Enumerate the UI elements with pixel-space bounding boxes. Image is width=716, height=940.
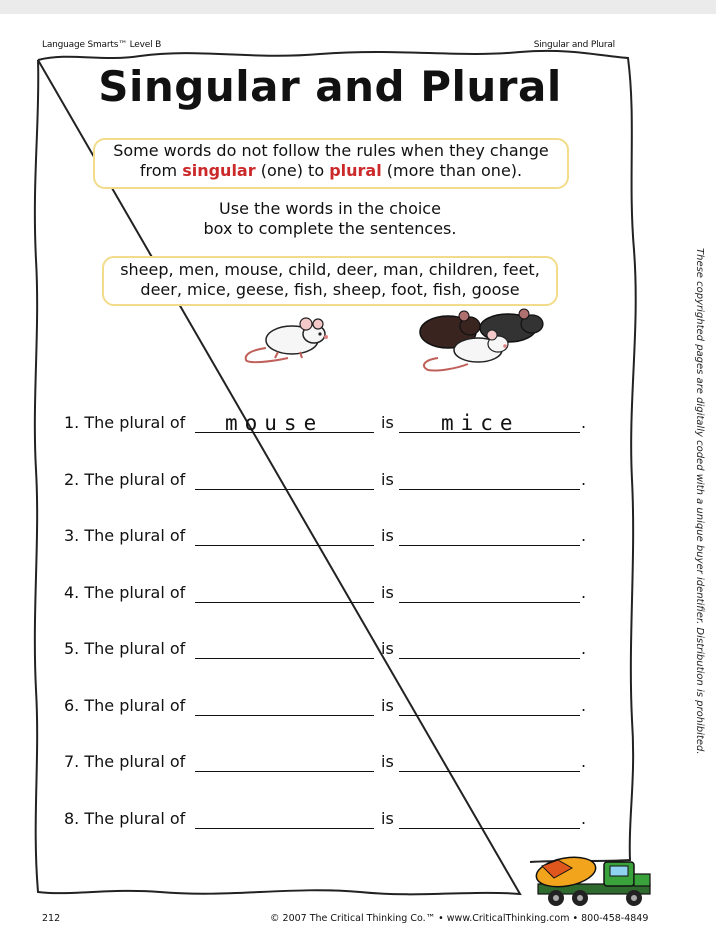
instructions-line-1: Use the words in the choice bbox=[219, 199, 441, 218]
plural-blank[interactable] bbox=[399, 808, 580, 829]
singular-blank[interactable] bbox=[195, 638, 374, 659]
plural-word: plural bbox=[329, 161, 382, 180]
plural-blank[interactable] bbox=[399, 751, 580, 772]
singular-blank[interactable] bbox=[195, 751, 374, 772]
is-word: is bbox=[381, 752, 394, 771]
question-prompt: 2. The plural of bbox=[64, 470, 186, 489]
question-prompt: 1. The plural of bbox=[64, 413, 186, 432]
is-word: is bbox=[381, 526, 394, 545]
period: . bbox=[581, 696, 587, 715]
singular-blank[interactable] bbox=[195, 808, 374, 829]
plural-blank[interactable] bbox=[399, 695, 580, 716]
question-prompt: 3. The plural of bbox=[64, 526, 186, 545]
question-prompt: 4. The plural of bbox=[64, 583, 186, 602]
is-word: is bbox=[381, 639, 394, 658]
plural-blank[interactable] bbox=[399, 638, 580, 659]
period: . bbox=[581, 583, 587, 602]
singular-word: singular bbox=[182, 161, 256, 180]
choice-line-2: deer, mice, geese, fish, sheep, foot, fish, goose bbox=[140, 280, 520, 299]
rule-text: from bbox=[139, 161, 183, 180]
choice-box bbox=[102, 256, 558, 306]
period: . bbox=[581, 413, 587, 432]
is-word: is bbox=[381, 413, 394, 432]
period: . bbox=[581, 526, 587, 545]
question-prompt: 7. The plural of bbox=[64, 752, 186, 771]
page-title: Singular and Plural bbox=[98, 62, 562, 111]
question-prompt: 8. The plural of bbox=[64, 809, 186, 828]
period: . bbox=[581, 639, 587, 658]
handwritten-answer-singular: mouse bbox=[225, 411, 324, 435]
copyright-side-note: These copyrighted pages are digitally coded with a unique buyer identifier. Distribution is prohibited. bbox=[694, 248, 705, 755]
is-word: is bbox=[381, 809, 394, 828]
rule-box bbox=[93, 138, 569, 189]
singular-blank[interactable] bbox=[195, 412, 374, 433]
is-word: is bbox=[381, 470, 394, 489]
rule-line-1: Some words do not follow the rules when they change bbox=[113, 141, 549, 160]
singular-blank[interactable] bbox=[195, 469, 374, 490]
period: . bbox=[581, 809, 587, 828]
plural-blank[interactable] bbox=[399, 469, 580, 490]
plural-blank[interactable] bbox=[399, 412, 580, 433]
page-number: 212 bbox=[42, 913, 61, 924]
rule-line-2 bbox=[95, 161, 567, 181]
rule-text: (more than one). bbox=[381, 161, 523, 180]
rule-text: (one) to bbox=[255, 161, 330, 180]
mice-group-icon bbox=[408, 308, 550, 374]
singular-blank[interactable] bbox=[195, 582, 374, 603]
instructions bbox=[0, 199, 660, 239]
white-mouse-icon bbox=[240, 314, 332, 366]
is-word: is bbox=[381, 696, 394, 715]
period: . bbox=[581, 470, 587, 489]
singular-blank[interactable] bbox=[195, 695, 374, 716]
question-prompt: 6. The plural of bbox=[64, 696, 186, 715]
footer-copyright: © 2007 The Critical Thinking Co.™ • www.CriticalThinking.com • 800-458-4849 bbox=[270, 913, 649, 924]
choice-line-1: sheep, men, mouse, child, deer, man, children, feet, bbox=[120, 260, 540, 279]
singular-blank[interactable] bbox=[195, 525, 374, 546]
is-word: is bbox=[381, 583, 394, 602]
handwritten-answer-plural: mice bbox=[441, 411, 520, 435]
plural-blank[interactable] bbox=[399, 525, 580, 546]
header-topic: Singular and Plural bbox=[533, 40, 615, 50]
plural-blank[interactable] bbox=[399, 582, 580, 603]
header-book-title: Language Smarts™ Level B bbox=[42, 40, 162, 50]
cement-truck-icon bbox=[532, 854, 656, 912]
instructions-line-2: box to complete the sentences. bbox=[203, 219, 457, 238]
question-prompt: 5. The plural of bbox=[64, 639, 186, 658]
period: . bbox=[581, 752, 587, 771]
